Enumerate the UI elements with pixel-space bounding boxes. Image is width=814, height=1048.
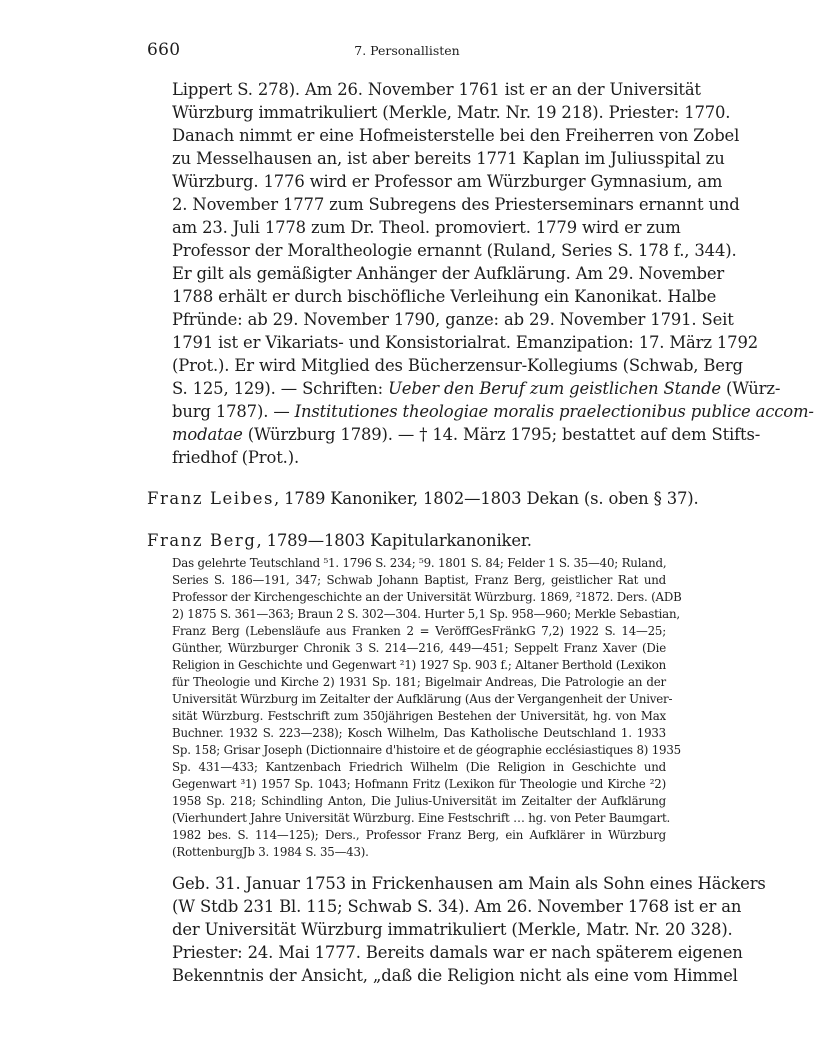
paragraph-1-line xyxy=(172,425,761,444)
bibliography-line: Günther, Würzburger Chronik 3 S. 214—216, 449—451; Seppelt Franz Xaver (Die xyxy=(172,641,666,655)
paragraph-2-line: (W Stdb 231 Bl. 115; Schwab S. 34). Am 26. November 1768 ist er an xyxy=(172,897,742,916)
entry-berg xyxy=(147,531,667,550)
bibliography-line: Buchner. 1932 S. 223—238); Kosch Wilhelm, Das Katholische Deutschland 1. 1933 xyxy=(172,726,666,740)
bibliography-line: Gegenwart ³1) 1957 Sp. 1043; Hofmann Fritz (Lexikon für Theologie und Kirche ²2) xyxy=(172,777,666,791)
bibliography-line: Das gelehrte Teutschland ⁵1. 1796 S. 234; ⁵9. 1801 S. 84; Felder 1 S. 35—40; Ruland, xyxy=(172,556,667,570)
paragraph-2-line: der Universität Würzburg immatrikuliert (Merkle, Matr. Nr. 20 328). xyxy=(172,920,733,939)
text-run: burg 1787). — xyxy=(172,402,295,421)
bibliography-line: 1982 bes. S. 114—125); Ders., Professor Franz Berg, ein Aufklärer in Würzburg xyxy=(172,828,666,842)
person-name: Franz Berg xyxy=(147,531,257,550)
paragraph-1-line: (Prot.). Er wird Mitglied des Bücherzensur-Kollegiums (Schwab, Berg xyxy=(172,356,743,375)
paragraph-1-line xyxy=(172,379,781,398)
bibliography-line: Sp. 158; Grisar Joseph (Dictionnaire d'histoire et de géographie ecclésiastiques 8) 1935 xyxy=(172,743,681,757)
bibliography-line: 2) 1875 S. 361—363; Braun 2 S. 302—304. Hurter 5,1 Sp. 958—960; Merkle Sebastian, xyxy=(172,607,680,621)
paragraph-1-line: am 23. Juli 1778 zum Dr. Theol. promoviert. 1779 wird er zum xyxy=(172,218,681,237)
bibliography-line: Franz Berg (Lebensläufe aus Franken 2 = VeröffGesFränkG 7,2) 1922 S. 14—25; xyxy=(172,624,666,638)
paragraph-1-line: friedhof (Prot.). xyxy=(172,448,300,467)
paragraph-2-line: Priester: 24. Mai 1777. Bereits damals war er nach späterem eigenen xyxy=(172,943,743,962)
text-run: S. 125, 129). — Schriften: xyxy=(172,379,389,398)
bibliography-line: Professor der Kirchengeschichte an der Universität Würzburg. 1869, ²1872. Ders. (ADB xyxy=(172,590,682,604)
paragraph-1-line: Professor der Moraltheologie ernannt (Ruland, Series S. 178 f., 344). xyxy=(172,241,737,260)
bibliography-line: Religion in Geschichte und Gegenwart ²1) 1927 Sp. 903 f.; Altaner Berthold (Lexikon xyxy=(172,658,666,672)
entry-text: , 1789—1803 Kapitularkanoniker. xyxy=(256,531,532,550)
book-title: Ueber den Beruf zum geistlichen Stande xyxy=(388,379,721,398)
bibliography-line: Universität Würzburg im Zeitalter der Aufklärung (Aus der Vergangenheit der Univer- xyxy=(172,692,673,706)
entry-leibes xyxy=(147,489,699,508)
text-run: (Würz- xyxy=(720,379,781,398)
bibliography-line: sität Würzburg. Festschrift zum 350jährigen Bestehen der Universität, hg. von Max xyxy=(172,709,666,723)
bibliography-line: (RottenburgJb 3. 1984 S. 35—43). xyxy=(172,845,369,859)
page-number: 660 xyxy=(147,40,181,60)
paragraph-2-line: Bekenntnis der Ansicht, „daß die Religion nicht als eine vom Himmel xyxy=(172,966,738,985)
book-title: Institutiones theologiae moralis praelectionibus publice accom- xyxy=(294,402,814,421)
bibliography-line: für Theologie und Kirche 2) 1931 Sp. 181; Bigelmair Andreas, Die Patrologie an der xyxy=(172,675,666,689)
book-title: modatae xyxy=(172,425,243,444)
bibliography-line: Sp. 431—433; Kantzenbach Friedrich Wilhelm (Die Religion in Geschichte und xyxy=(172,760,666,774)
paragraph-2-line: Geb. 31. Januar 1753 in Frickenhausen am Main als Sohn eines Häckers xyxy=(172,874,766,893)
paragraph-1-line: Würzburg immatrikuliert (Merkle, Matr. Nr. 19 218). Priester: 1770. xyxy=(172,103,731,122)
paragraph-1-line: Lippert S. 278). Am 26. November 1761 ist er an der Universität xyxy=(172,80,701,99)
paragraph-1-line xyxy=(172,402,814,421)
paragraph-1-line: Danach nimmt er eine Hofmeisterstelle bei den Freiherren von Zobel xyxy=(172,126,740,145)
paragraph-1-line: Würzburg. 1776 wird er Professor am Würzburger Gymnasium, am xyxy=(172,172,723,191)
paragraph-1-line: Er gilt als gemäßigter Anhänger der Aufklärung. Am 29. November xyxy=(172,264,725,283)
paragraph-1-line: 1791 ist er Vikariats- und Konsistorialrat. Emanzipation: 17. März 1792 xyxy=(172,333,759,352)
person-name: Franz Leibes xyxy=(147,489,275,508)
paragraph-1-line: 2. November 1777 zum Subregens des Priesterseminars ernannt und xyxy=(172,195,740,214)
bibliography-line: (Vierhundert Jahre Universität Würzburg. Eine Festschrift … hg. von Peter Baumgart. xyxy=(172,811,671,825)
paragraph-1-line: zu Messelhausen an, ist aber bereits 1771 Kaplan im Juliusspital zu xyxy=(172,149,725,168)
running-head: 7. Personallisten xyxy=(354,43,460,58)
bibliography-line: Series S. 186—191, 347; Schwab Johann Baptist, Franz Berg, geistlicher Rat und xyxy=(172,573,666,587)
paragraph-1-line: 1788 erhält er durch bischöfliche Verleihung ein Kanonikat. Halbe xyxy=(172,287,717,306)
paragraph-1-line: Pfründe: ab 29. November 1790, ganze: ab 29. November 1791. Seit xyxy=(172,310,734,329)
entry-text: , 1789 Kanoniker, 1802—1803 Dekan (s. oben § 37). xyxy=(274,489,699,508)
bibliography-line: 1958 Sp. 218; Schindling Anton, Die Julius-Universität im Zeitalter der Aufklärung xyxy=(172,794,666,808)
text-run: (Würzburg 1789). — † 14. März 1795; bestattet auf dem Stifts- xyxy=(242,425,761,444)
page-header xyxy=(147,40,667,64)
